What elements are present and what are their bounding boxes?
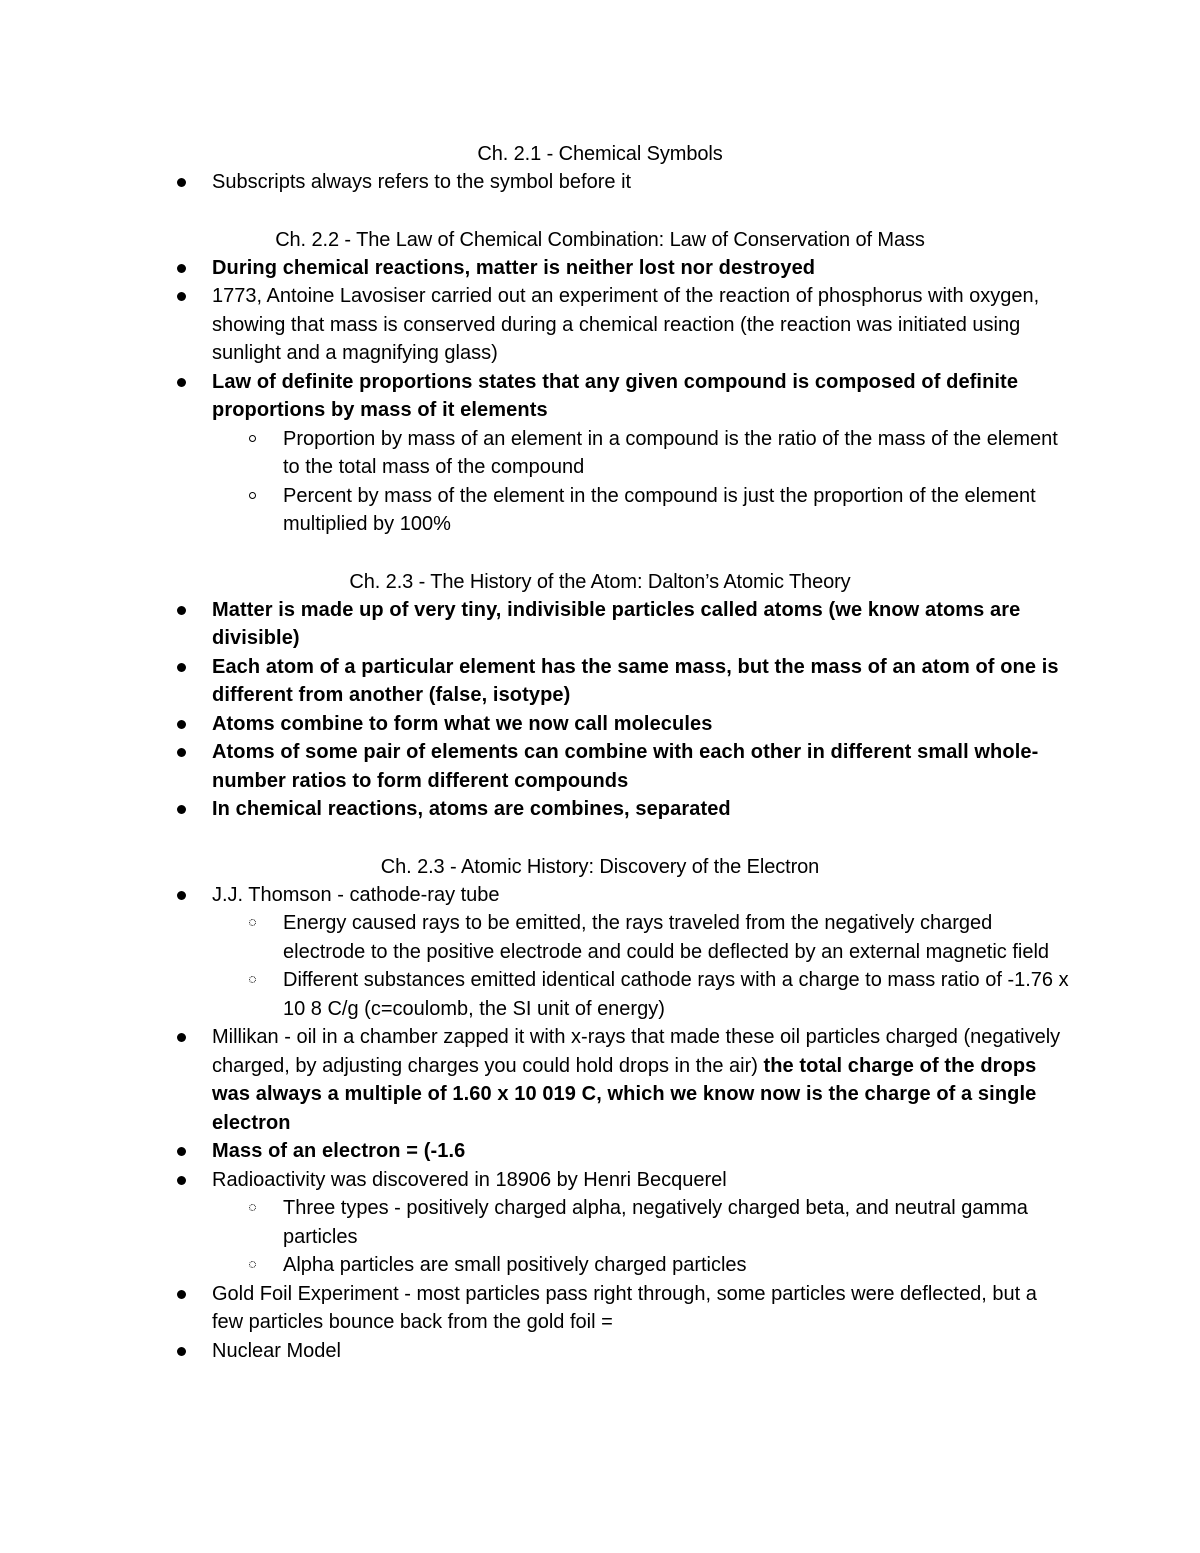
bullet-dot-icon	[177, 606, 186, 615]
section-heading: Ch. 2.3 - The History of the Atom: Dalton’s Atomic Theory	[349, 570, 851, 593]
list-item: Each atom of a particular element has the same mass, but the mass of an atom of one is different from another (false, isotype)	[0, 653, 1200, 710]
bullet-dot-icon	[177, 748, 186, 757]
sub-list-item: Proportion by mass of an element in a compound is the ratio of the mass of the element to the total mass of the compound	[0, 425, 1200, 482]
sub-list-item: Different substances emitted identical cathode rays with a charge to mass ratio of -1.76 x 10 8 C/g (c=coulomb, the SI unit of energy)	[0, 966, 1200, 1023]
notes-content	[0, 140, 1200, 1365]
bullet-dot-icon	[177, 1347, 186, 1356]
bullet-dot-icon	[177, 1147, 186, 1156]
list-item: J.J. Thomson - cathode-ray tube	[0, 881, 1200, 910]
list-item: Subscripts always refers to the symbol before it	[0, 168, 1200, 197]
sub-list-item: Energy caused rays to be emitted, the rays traveled from the negatively charged electrode to the positive electrode and could be deflected by an external magnetic field	[0, 909, 1200, 966]
bullet-circle-icon	[249, 976, 256, 983]
list-item: Gold Foil Experiment - most particles pass right through, some particles were deflected, but a few particles bounce back from the gold foil =	[0, 1280, 1200, 1337]
sub-list-item: Three types - positively charged alpha, negatively charged beta, and neutral gamma particles	[0, 1194, 1200, 1251]
list-item: Atoms combine to form what we now call molecules	[0, 710, 1200, 739]
bullet-dot-icon	[177, 264, 186, 273]
list-item: Millikan - oil in a chamber zapped it with x-rays that made these oil particles charged (negatively charged, by adjusting charges you could hold drops in the air) the total charge of the drops was always a multiple of 1.60 x 10 019 C, which we know now is the charge of a single electron	[0, 1023, 1200, 1137]
bullet-circle-icon	[249, 435, 256, 442]
bullet-dot-icon	[177, 805, 186, 814]
list-item: Radioactivity was discovered in 18906 by Henri Becquerel	[0, 1166, 1200, 1195]
list-item: Matter is made up of very tiny, indivisible particles called atoms (we know atoms are divisible)	[0, 596, 1200, 653]
bullet-dot-icon	[177, 720, 186, 729]
list-item: 1773, Antoine Lavosiser carried out an experiment of the reaction of phosphorus with oxygen, showing that mass is conserved during a chemical reaction (the reaction was initiated using sunlight and a magnifying glass)	[0, 282, 1200, 368]
bullet-circle-icon	[249, 919, 256, 926]
section-heading: Ch. 2.1 - Chemical Symbols	[477, 143, 723, 165]
bullet-circle-icon	[249, 1261, 256, 1268]
bullet-dot-icon	[177, 1290, 186, 1299]
bullet-dot-icon	[177, 1176, 186, 1185]
sub-list-item: Alpha particles are small positively charged particles	[0, 1251, 1200, 1280]
bullet-dot-icon	[177, 292, 186, 301]
bullet-dot-icon	[177, 1033, 186, 1042]
list-item: During chemical reactions, matter is neither lost nor destroyed	[0, 254, 1200, 283]
bullet-dot-icon	[177, 663, 186, 672]
section-heading: Ch. 2.3 - Atomic History: Discovery of the Electron	[380, 855, 820, 878]
list-item: Mass of an electron = (-1.6	[0, 1137, 1200, 1166]
bullet-circle-icon	[249, 492, 256, 499]
bullet-circle-icon	[249, 1204, 256, 1211]
bullet-dot-icon	[177, 891, 186, 900]
sub-list-item: Percent by mass of the element in the compound is just the proportion of the element multiplied by 100%	[0, 482, 1200, 539]
list-item: Atoms of some pair of elements can combine with each other in different small whole-number ratios to form different compounds	[0, 738, 1200, 795]
list-item: In chemical reactions, atoms are combines, separated	[0, 795, 1200, 824]
section-heading: Ch. 2.2 - The Law of Chemical Combination: Law of Conservation of Mass	[275, 228, 925, 251]
list-item: Nuclear Model	[0, 1337, 1200, 1366]
bullet-dot-icon	[177, 178, 186, 187]
bullet-dot-icon	[177, 378, 186, 387]
list-item: Law of definite proportions states that any given compound is composed of definite proportions by mass of it elements	[0, 368, 1200, 425]
